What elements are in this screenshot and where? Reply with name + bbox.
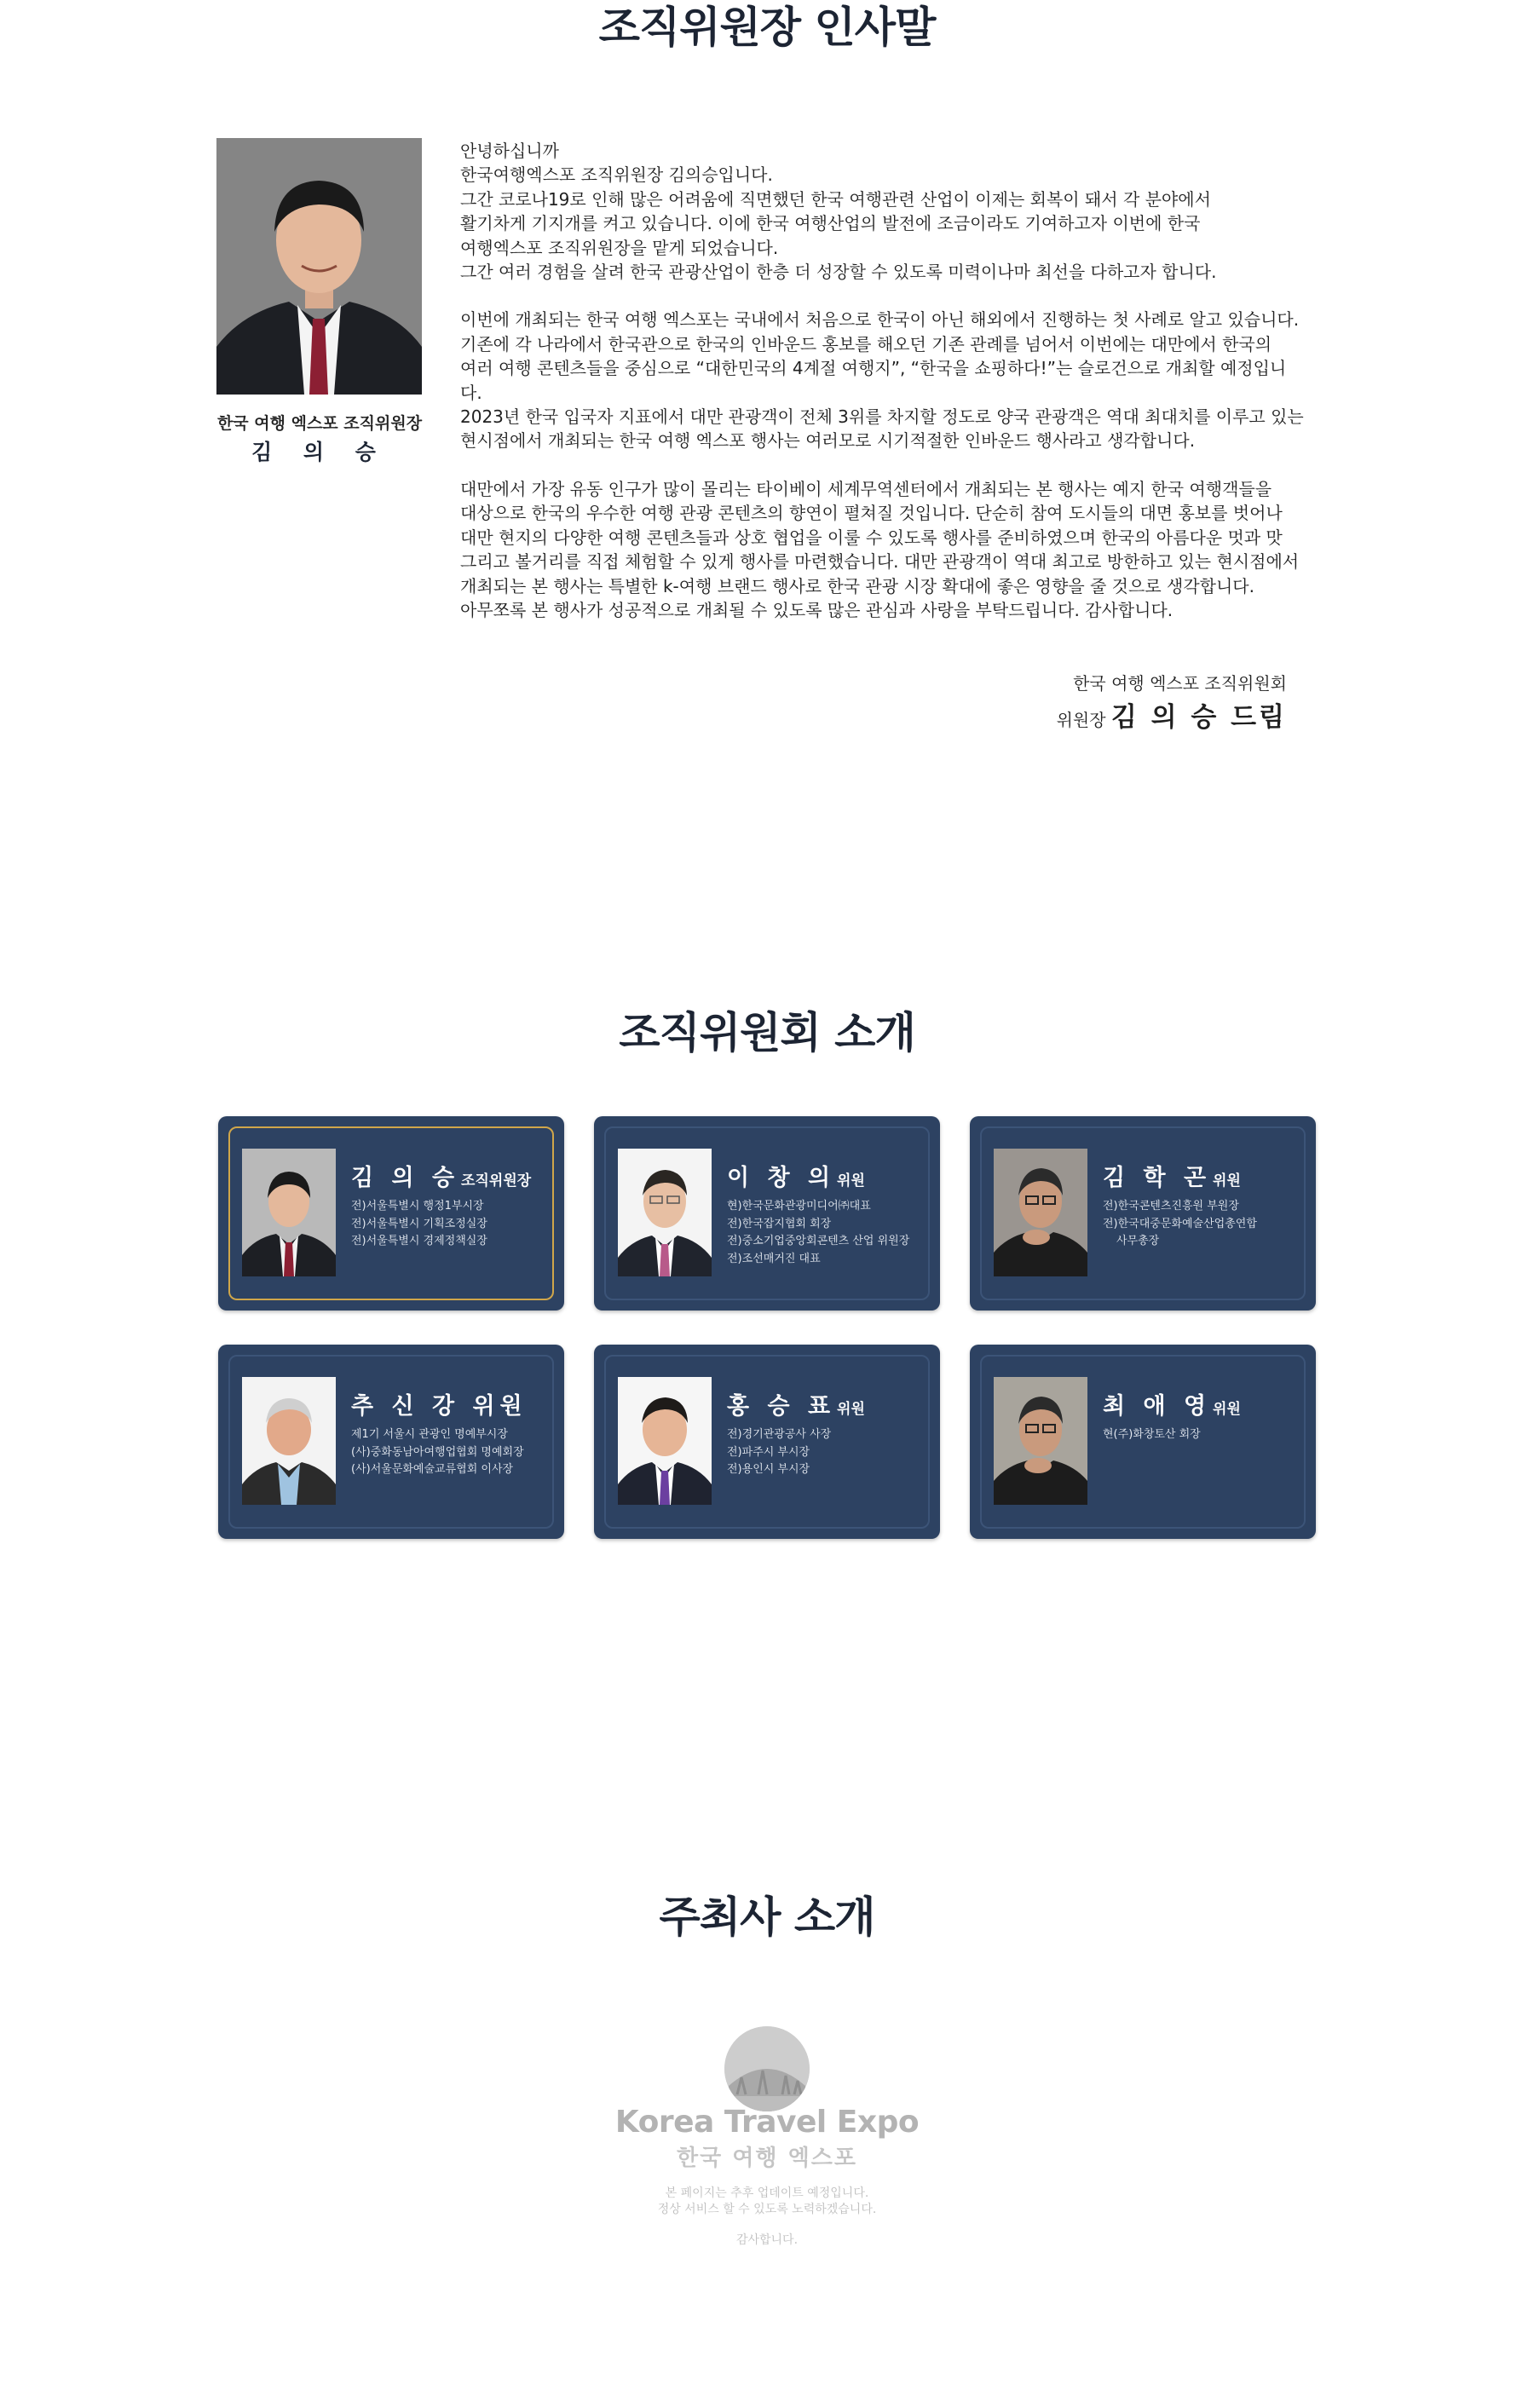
signoff <box>1057 695 1287 734</box>
member-career <box>351 1198 557 1251</box>
logo-english-text: Korea Travel Expo <box>614 2105 920 2140</box>
career-line: (사)서울문화예술교류협회 이사장 <box>351 1463 514 1476</box>
career-line: 현)한국문화관광미디어㈜대표 <box>727 1200 871 1213</box>
member-photo <box>994 1149 1087 1276</box>
career-line: 전)중소기업중앙회콘텐츠 산업 위원장 <box>727 1235 910 1247</box>
member-career <box>351 1426 557 1479</box>
greeting-message <box>460 139 1304 646</box>
member-card-choi-aeyoung[interactable] <box>970 1345 1316 1539</box>
committee-section-title: 조직위원회 소개 <box>619 1008 915 1057</box>
career-line: 전)서울특별시 행정1부시장 <box>351 1200 484 1213</box>
career-line: 전)경기관광공사 사장 <box>727 1428 832 1441</box>
signoff-organization: 한국 여행 엑스포 조직위원회 <box>1073 673 1287 694</box>
member-card-chu-singang[interactable] <box>218 1345 564 1539</box>
career-line: 전)조선매거진 대표 <box>727 1252 821 1265</box>
chairman-photo <box>216 138 422 395</box>
chairman-photo-name: 김 의 승 <box>251 440 388 464</box>
career-line: 사무총장 <box>1116 1235 1160 1247</box>
greeting-paragraph-1: 안녕하십니까 한국여행엑스포 조직위원장 김의승입니다. 그간 코로나19로 인해 많은 어려움에 직면했던 한국 여행관련 산업이 이제는 회복이 돼서 각 분야에서 활기차게 기지개를 켜고 있습니다. 이에 한국 여행산업의 발전에 조금이라도 기여하고자 이번에 한국 여행엑스포 조직위원장을 맡게 되었습니다. 그간 여러 경험을 살려 한국 관광산업이 한층 더 성장할 수 있도록 미력이나마 최선을 다하고자 합니다. <box>460 141 1217 283</box>
member-name: 김 학 곤 위원 <box>1103 1165 1241 1191</box>
career-line: 제1기 서울시 관광인 명예부시장 <box>351 1428 508 1441</box>
member-title: 위원 <box>837 1172 865 1190</box>
member-career <box>1103 1198 1309 1251</box>
greeting-paragraph-2: 이번에 개최되는 한국 여행 엑스포는 국내에서 처음으로 한국이 아닌 해외에서 진행하는 첫 사례로 알고 있습니다. 기존에 각 나라에서 한국관으로 한국의 인바운드 홍보를 해오던 기존 관례를 넘어서 이번에는 대만에서 한국의 여러 여행 콘텐츠들을 중심으로 “대한민국의 4계절 여행지”, “한국을 쇼핑하다!”는 슬로건으로 개최할 예정입니다. 2023년 한국 입국자 지표에서 대만 관광객이 전체 3위를 차지할 정도로 양국 관광객은 역대 최대치를 이루고 있는 현시점에서 개최되는 한국 여행 엑스포 행사는 여러모로 시기적절한 인바운드 행사라고 생각합니다. <box>460 309 1304 452</box>
member-career <box>727 1198 933 1268</box>
member-name: 김 의 승 조직위원장 <box>351 1165 532 1191</box>
career-line: 전)한국잡지협회 회장 <box>727 1217 832 1230</box>
update-notice-line: 본 페이지는 추후 업데이트 예정입니다. <box>665 2186 869 2200</box>
member-photo <box>994 1377 1087 1505</box>
member-photo <box>618 1149 712 1276</box>
member-card-kim-euiseung[interactable] <box>218 1116 564 1311</box>
expo-logo-icon <box>724 2026 810 2111</box>
career-line: 전)한국콘텐츠진흥원 부원장 <box>1103 1200 1239 1213</box>
member-card-kim-hakgon[interactable] <box>970 1116 1316 1311</box>
member-photo <box>618 1377 712 1505</box>
member-name: 최 애 영 위원 <box>1103 1393 1241 1420</box>
signoff-name: 김 의 승 드림 <box>1110 702 1287 733</box>
signoff-prefix: 위원장 <box>1056 710 1106 730</box>
member-photo <box>242 1377 336 1505</box>
career-line: (사)중화동남아여행업협회 명예회장 <box>351 1445 524 1459</box>
career-line: 현(주)화창토산 회장 <box>1103 1428 1201 1441</box>
thanks-text: 감사합니다. <box>735 2233 799 2247</box>
logo-korean-text: 한국 여행 엑스포 <box>677 2146 857 2171</box>
career-line: 전)파주시 부시장 <box>727 1445 810 1459</box>
member-title: 위원 <box>837 1401 865 1418</box>
member-name: 이 창 의 위원 <box>727 1165 865 1191</box>
member-title: 위원 <box>1213 1172 1241 1190</box>
career-line: 전)서울특별시 기획조정실장 <box>351 1217 487 1230</box>
member-card-lee-changeui[interactable] <box>594 1116 940 1311</box>
member-name: 추 신 강 위원 <box>351 1393 528 1420</box>
career-line: 전)한국대중문화예술산업총연합 <box>1103 1217 1257 1230</box>
member-career <box>1103 1426 1309 1444</box>
member-name: 홍 승 표 위원 <box>727 1393 865 1420</box>
member-title: 위원 <box>1213 1401 1241 1418</box>
chairman-photo-role: 한국 여행 엑스포 조직위원장 <box>216 414 423 433</box>
member-career <box>727 1426 933 1479</box>
member-title: 조직위원장 <box>461 1172 532 1190</box>
chairman-portrait-image <box>216 138 422 395</box>
member-photo <box>242 1149 336 1276</box>
greeting-section-title: 조직위원장 인사말 <box>598 3 936 52</box>
career-line: 전)서울특별시 경제정책실장 <box>351 1235 487 1247</box>
career-line: 전)용인시 부시장 <box>727 1463 810 1476</box>
member-card-hong-seungpyo[interactable] <box>594 1345 940 1539</box>
host-section-title: 주최사 소개 <box>659 1892 875 1942</box>
update-notice-line: 정상 서비스 할 수 있도록 노력하겠습니다. <box>657 2203 877 2216</box>
greeting-paragraph-3: 대만에서 가장 유동 인구가 많이 몰리는 타이베이 세계무역센터에서 개최되는 본 행사는 예지 한국 여행객들을 대상으로 한국의 우수한 여행 관광 콘텐츠의 향연이 펼쳐질 것입니다. 단순히 참여 도시들의 대면 홍보를 벗어나 대만 현지의 다양한 여행 콘텐츠들과 상호 협업을 이룰 수 있도록 행사를 준비하였으며 한국의 아름다운 멋과 맛 그리고 볼거리를 직접 체험할 수 있게 행사를 마련했습니다. 대만 관광객이 역대 최고로 방한하고 있는 현시점에서 개최되는 본 행사는 특별한 k-여행 브랜드 행사로 한국 관광 시장 확대에 좋은 영향을 줄 것으로 생각합니다. 아무쪼록 본 행사가 성공적으로 개최될 수 있도록 많은 관심과 사랑을 부탁드립니다. 감사합니다. <box>460 478 1300 620</box>
